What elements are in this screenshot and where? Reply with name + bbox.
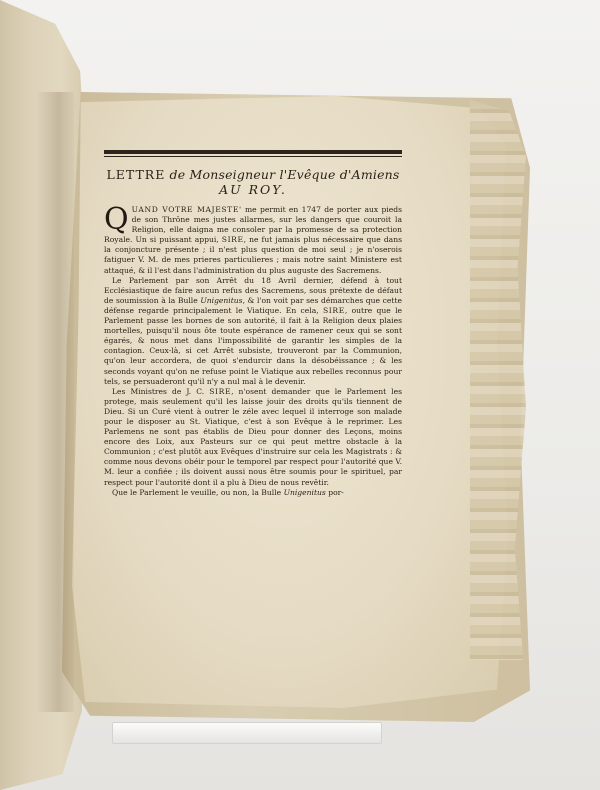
paragraph-1 <box>104 202 402 276</box>
header-rule-thin <box>104 156 402 157</box>
opening-smallcaps: UAND VOTRE MAJESTE' <box>131 205 242 214</box>
paragraph-2 <box>104 276 402 387</box>
sire-2: SIRE <box>322 305 345 315</box>
letter-title-line2: AU ROY. <box>219 182 287 197</box>
page-fold-shadow <box>36 92 74 712</box>
paragraph-3 <box>104 387 402 488</box>
unigenitus-1: Unigenitus <box>200 295 243 305</box>
paragraph-4-text-a: Que le Parlement le veuille, ou non, la Bulle <box>112 487 282 497</box>
paragraph-3-text-b: , n'osent demander que le Parlement les protege, mais seulement qu'il les laisse jouir des droits qu'ils tiennent de Dieu. Si un Curé vient à outrer le zéle avec lequel il interroge son malade pour le disposer au St. Viatique, c'est à son Evêque à le reprimer. Les Parlemens ne sont pas établis de Dieu pour donner des Leçons, moins encore des Loix, aux Pasteurs sur ce qui peut mettre obstacle à la Communion ; c'est plutôt aux Evêques d'instruire sur cela les Magistrats : & comme nous devons obéir pour le temporel par respect pour l'autorité que V. M. leur a confiée ; ils doivent aussi nous être soumis pour le spirituel, par respect pour l'autorité dont il a plu à Dieu de nous revêtir. <box>104 386 402 487</box>
sire-3: SIRE <box>209 386 232 396</box>
printed-letter <box>104 150 402 498</box>
paragraph-3-text-a: Les Ministres de J. C. <box>112 386 205 396</box>
drop-cap: Q <box>104 202 129 237</box>
header-rule-thick <box>104 150 402 154</box>
sire-1: SIRE <box>221 235 244 245</box>
title-rest: de Monseigneur l'Evêque d'Amiens <box>169 167 400 182</box>
paragraph-2-text-b: , & l'on voit par ses démarches que cette défense regarde principalement le Viatique. En cela, <box>104 295 402 315</box>
title-lettre: LETTRE <box>106 167 166 182</box>
unigenitus-2: Unigenitus <box>283 487 326 497</box>
paragraph-2-text-c: , outre que le Parlement passe les bornes de son autorité, il fait à la Religion deux plaies mortelles, puisqu'il nous ôte toute espérance de ramener ceux qui se sont égarés, & nous met dans l'impossibilité de garantir les simples de la contagion. Ceux-là, si cet Arrêt subsiste, trouveront par la Communion, qu'on leur accordera, de quoi s'endurcir dans la désobéissance ; & les seconds voyant qu'on ne refuse point le Viatique aux rebelles reconnus pour tels, se persuaderont qu'il n'y a nul mal à le devenir. <box>104 305 402 386</box>
paragraph-2-text-a: Le Parlement par son Arrêt du 18 Avril dernier, défend à tout Ecclésiastique de faire aucun refus des Sacremens, sous prétexte de défaut de soumission à la Bulle <box>104 275 402 305</box>
paragraph-1-text-b: , ne fut jamais plus nécessaire que dans la conjoncture présente ; il n'est plus question de moi seul ; je n'oserois fatiguer V. M. de mes prieres particulieres ; mais notre saint Ministere est attaqué, & il l'est dans l'administration du plus auguste des Sacremens. <box>104 235 402 275</box>
paragraph-4 <box>104 488 402 498</box>
letter-title <box>104 167 402 182</box>
display-stand <box>112 722 382 744</box>
paragraph-4-text-b: por- <box>328 487 344 497</box>
paragraph-1-text: me permit en 1747 de porter aux pieds de son Thrône mes justes allarmes, sur les dangers que couroit la Religion, elle daigna me consoler par la promesse de sa protection Royale. Un si puissant appui, <box>104 205 402 245</box>
